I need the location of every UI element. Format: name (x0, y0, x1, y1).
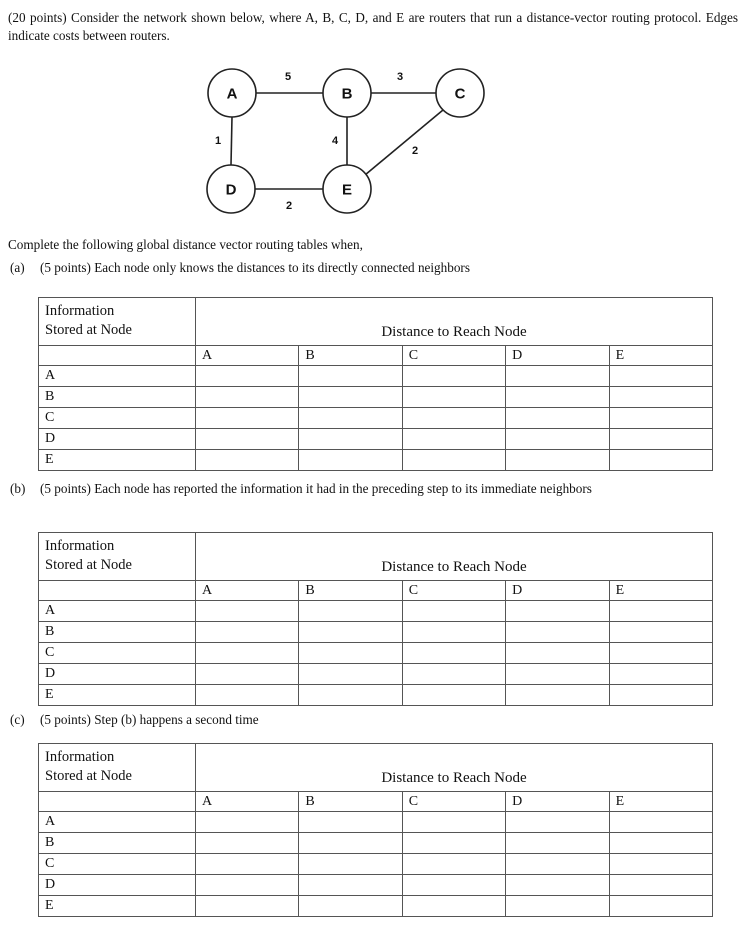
part-a-text: (5 points) Each node only knows the distances to its directly connected neighbors (40, 260, 470, 275)
row-header-e: E (39, 896, 196, 917)
answer-cell-a-a-d[interactable] (506, 366, 609, 387)
answer-cell-a-d-c[interactable] (402, 429, 505, 450)
answer-cell-b-a-b[interactable] (299, 601, 402, 622)
part-c-marker: (c) (10, 712, 25, 727)
answer-cell-c-c-e[interactable] (609, 854, 712, 875)
answer-cell-c-e-d[interactable] (506, 896, 609, 917)
table-row (39, 408, 713, 429)
header-stored-at-node-line1: Information (45, 303, 115, 320)
answer-cell-c-a-a[interactable] (196, 812, 299, 833)
header-distance-to-reach-node: Distance to Reach Node (196, 298, 713, 346)
header-corner-blank (39, 346, 196, 366)
part-c-text: (5 points) Step (b) happens a second time (40, 712, 259, 727)
row-header-a: A (39, 601, 196, 622)
answer-cell-b-d-b[interactable] (299, 664, 402, 685)
table-header-row-columns (39, 581, 713, 601)
answer-cell-c-d-e[interactable] (609, 875, 712, 896)
answer-cell-c-d-b[interactable] (299, 875, 402, 896)
answer-cell-a-a-b[interactable] (299, 366, 402, 387)
table-row (39, 833, 713, 854)
header-stored-at-node-line2: Stored at Node (45, 557, 132, 573)
answer-cell-b-b-c[interactable] (402, 622, 505, 643)
part-c (10, 711, 650, 729)
answer-cell-a-e-d[interactable] (506, 450, 609, 471)
answer-cell-c-a-c[interactable] (402, 812, 505, 833)
header-distance-to-reach-node: Distance to Reach Node (196, 744, 713, 792)
answer-cell-c-b-d[interactable] (506, 833, 609, 854)
edge-cost-b-e: 4 (331, 135, 339, 147)
table-row (39, 854, 713, 875)
answer-cell-c-e-a[interactable] (196, 896, 299, 917)
answer-cell-a-c-a[interactable] (196, 408, 299, 429)
edge-cost-d-e: 2 (285, 200, 293, 212)
row-header-d: D (39, 875, 196, 896)
answer-cell-a-e-c[interactable] (402, 450, 505, 471)
column-header-d: D (506, 581, 609, 601)
column-header-a: A (196, 792, 299, 812)
answer-cell-a-b-b[interactable] (299, 387, 402, 408)
column-header-c: C (402, 581, 505, 601)
answer-cell-a-a-e[interactable] (609, 366, 712, 387)
header-corner-blank (39, 792, 196, 812)
table-row (39, 387, 713, 408)
answer-cell-b-d-a[interactable] (196, 664, 299, 685)
edge-cost-a-b: 5 (284, 71, 292, 83)
part-a-marker: (a) (10, 260, 25, 275)
row-header-a: A (39, 812, 196, 833)
answer-cell-a-d-d[interactable] (506, 429, 609, 450)
table-row (39, 685, 713, 706)
answer-cell-c-d-c[interactable] (402, 875, 505, 896)
node-label-e: E (341, 181, 353, 199)
edge-cost-b-c: 3 (396, 71, 404, 83)
column-header-a: A (196, 346, 299, 366)
node-label-b: B (341, 85, 353, 103)
table-row (39, 601, 713, 622)
answer-cell-b-c-d[interactable] (506, 643, 609, 664)
answer-cell-b-a-a[interactable] (196, 601, 299, 622)
complete-instruction: Complete the following global distance vector routing tables when, (8, 237, 363, 252)
answer-cell-b-c-b[interactable] (299, 643, 402, 664)
answer-cell-b-d-c[interactable] (402, 664, 505, 685)
table-row (39, 643, 713, 664)
row-header-e: E (39, 685, 196, 706)
answer-cell-a-a-a[interactable] (196, 366, 299, 387)
part-b-marker: (b) (10, 481, 26, 496)
answer-cell-a-e-b[interactable] (299, 450, 402, 471)
answer-cell-b-b-b[interactable] (299, 622, 402, 643)
answer-cell-a-a-c[interactable] (402, 366, 505, 387)
edge-cost-c-e: 2 (411, 145, 419, 157)
row-header-c: C (39, 854, 196, 875)
answer-cell-c-d-a[interactable] (196, 875, 299, 896)
row-header-d: D (39, 664, 196, 685)
answer-cell-a-c-d[interactable] (506, 408, 609, 429)
table-row (39, 450, 713, 471)
table-header-row-top (39, 298, 713, 346)
answer-cell-c-a-d[interactable] (506, 812, 609, 833)
answer-cell-a-d-e[interactable] (609, 429, 712, 450)
distance-vector-table-b (38, 532, 713, 706)
header-distance-to-reach-node: Distance to Reach Node (196, 533, 713, 581)
answer-cell-c-b-e[interactable] (609, 833, 712, 854)
table-row (39, 429, 713, 450)
row-header-d: D (39, 429, 196, 450)
answer-cell-b-c-e[interactable] (609, 643, 712, 664)
table-header-row-columns (39, 346, 713, 366)
column-header-c: C (402, 792, 505, 812)
answer-cell-a-b-e[interactable] (609, 387, 712, 408)
answer-cell-a-d-b[interactable] (299, 429, 402, 450)
network-diagram (190, 60, 520, 225)
column-header-d: D (506, 792, 609, 812)
edge-cost-a-d: 1 (214, 135, 222, 147)
answer-cell-a-d-a[interactable] (196, 429, 299, 450)
header-stored-at-node (39, 298, 196, 346)
answer-cell-a-b-d[interactable] (506, 387, 609, 408)
answer-cell-c-c-c[interactable] (402, 854, 505, 875)
answer-cell-c-b-b[interactable] (299, 833, 402, 854)
header-stored-at-node-line1: Information (45, 749, 115, 766)
answer-cell-c-c-a[interactable] (196, 854, 299, 875)
answer-cell-c-a-b[interactable] (299, 812, 402, 833)
row-header-c: C (39, 408, 196, 429)
row-header-b: B (39, 387, 196, 408)
table-row (39, 366, 713, 387)
answer-cell-b-e-e[interactable] (609, 685, 712, 706)
table-row (39, 896, 713, 917)
table-row (39, 622, 713, 643)
answer-cell-b-b-a[interactable] (196, 622, 299, 643)
header-stored-at-node-line2: Stored at Node (45, 322, 132, 338)
part-b (10, 480, 702, 498)
answer-cell-b-c-c[interactable] (402, 643, 505, 664)
column-header-b: B (299, 792, 402, 812)
answer-cell-a-c-e[interactable] (609, 408, 712, 429)
answer-cell-b-e-c[interactable] (402, 685, 505, 706)
column-header-b: B (299, 581, 402, 601)
row-header-b: B (39, 622, 196, 643)
answer-cell-c-a-e[interactable] (609, 812, 712, 833)
answer-cell-c-b-c[interactable] (402, 833, 505, 854)
answer-cell-c-c-b[interactable] (299, 854, 402, 875)
answer-cell-c-e-c[interactable] (402, 896, 505, 917)
column-header-e: E (609, 346, 712, 366)
answer-cell-b-a-e[interactable] (609, 601, 712, 622)
answer-cell-b-a-d[interactable] (506, 601, 609, 622)
header-stored-at-node (39, 744, 196, 792)
edge-a-d (231, 117, 232, 165)
table-row (39, 875, 713, 896)
answer-cell-b-a-c[interactable] (402, 601, 505, 622)
table-header-row-top (39, 744, 713, 792)
network-graph-svg (190, 60, 520, 225)
answer-cell-b-b-d[interactable] (506, 622, 609, 643)
column-header-d: D (506, 346, 609, 366)
column-header-b: B (299, 346, 402, 366)
node-label-c: C (454, 85, 466, 103)
answer-cell-c-c-d[interactable] (506, 854, 609, 875)
edge-c-e (365, 110, 443, 175)
column-header-a: A (196, 581, 299, 601)
distance-vector-table-c (38, 743, 713, 917)
table-header-row-top (39, 533, 713, 581)
answer-cell-a-b-c[interactable] (402, 387, 505, 408)
answer-cell-b-e-a[interactable] (196, 685, 299, 706)
answer-cell-a-c-b[interactable] (299, 408, 402, 429)
answer-cell-b-d-d[interactable] (506, 664, 609, 685)
answer-cell-b-e-d[interactable] (506, 685, 609, 706)
answer-cell-a-c-c[interactable] (402, 408, 505, 429)
table-header-row-columns (39, 792, 713, 812)
node-label-d: D (225, 181, 237, 199)
column-header-e: E (609, 792, 712, 812)
header-stored-at-node (39, 533, 196, 581)
row-header-b: B (39, 833, 196, 854)
column-header-c: C (402, 346, 505, 366)
row-header-a: A (39, 366, 196, 387)
header-corner-blank (39, 581, 196, 601)
row-header-e: E (39, 450, 196, 471)
part-b-text: (5 points) Each node has reported the information it had in the preceding step to its immediate neighbors (40, 481, 592, 496)
answer-cell-a-b-a[interactable] (196, 387, 299, 408)
answer-cell-a-e-e[interactable] (609, 450, 712, 471)
header-stored-at-node-line2: Stored at Node (45, 768, 132, 784)
answer-cell-c-e-e[interactable] (609, 896, 712, 917)
header-stored-at-node-line1: Information (45, 538, 115, 555)
intro-paragraph: (20 points) Consider the network shown below, where A, B, C, D, and E are routers that run a distance-vector routing protocol. Edges indicate costs between routers. (8, 10, 738, 44)
answer-cell-b-e-b[interactable] (299, 685, 402, 706)
answer-cell-b-b-e[interactable] (609, 622, 712, 643)
answer-cell-c-e-b[interactable] (299, 896, 402, 917)
part-a (10, 259, 650, 277)
answer-cell-a-e-a[interactable] (196, 450, 299, 471)
answer-cell-b-d-e[interactable] (609, 664, 712, 685)
node-label-a: A (226, 85, 238, 103)
graph-nodes (207, 69, 484, 213)
answer-cell-c-b-a[interactable] (196, 833, 299, 854)
table-row (39, 664, 713, 685)
distance-vector-table-a (38, 297, 713, 471)
row-header-c: C (39, 643, 196, 664)
answer-cell-b-c-a[interactable] (196, 643, 299, 664)
answer-cell-c-d-d[interactable] (506, 875, 609, 896)
table-row (39, 812, 713, 833)
column-header-e: E (609, 581, 712, 601)
